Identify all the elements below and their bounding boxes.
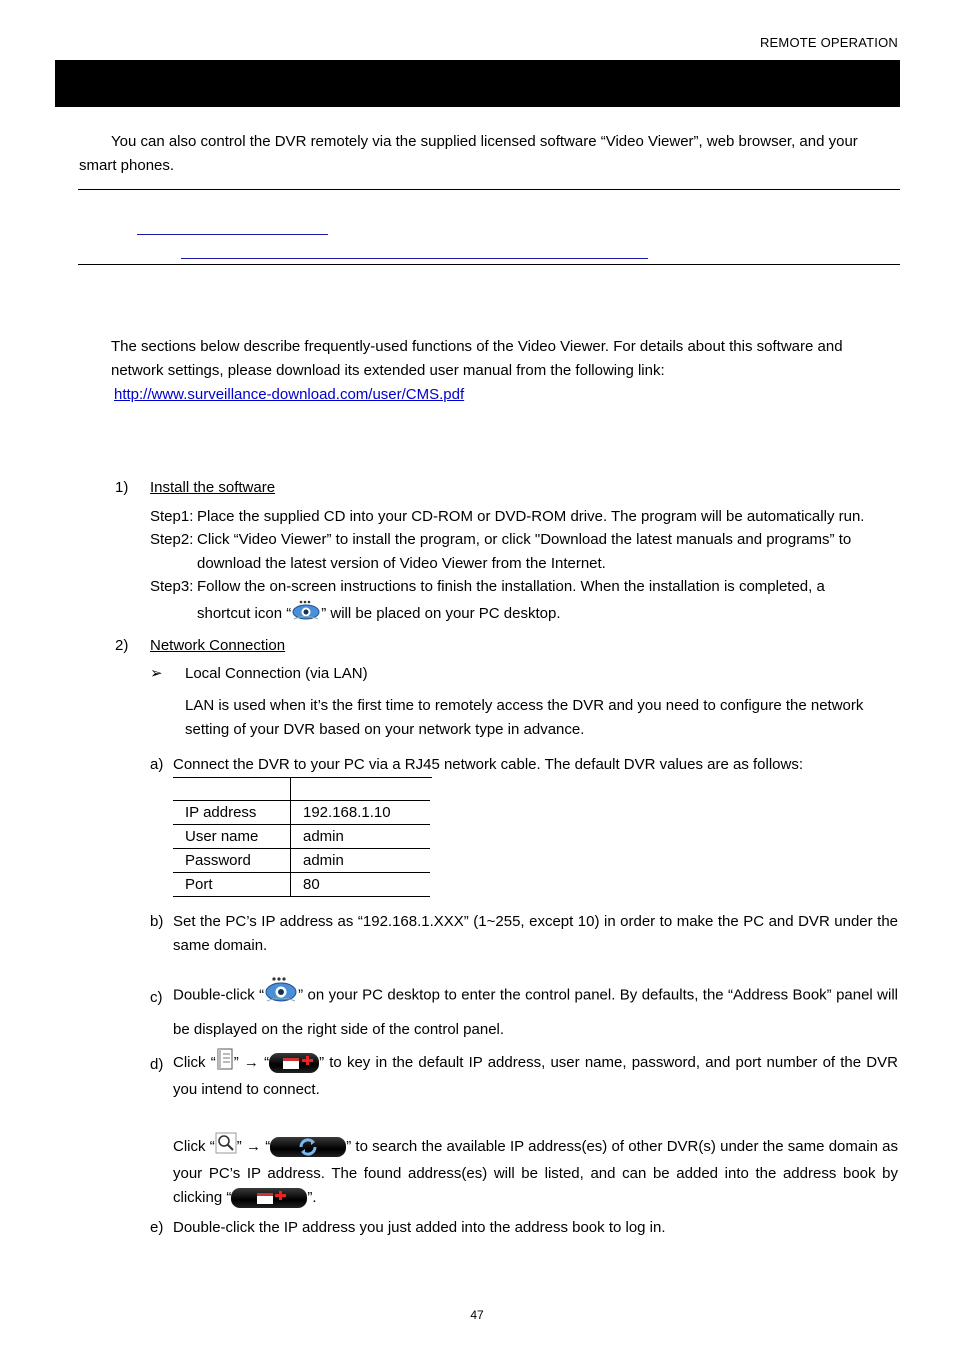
- network-title: Network Connection: [150, 637, 286, 654]
- header-section-title: REMOTE OPERATION: [759, 35, 898, 50]
- add-button-icon[interactable]: [231, 1188, 307, 1208]
- network-number: 2): [115, 637, 129, 654]
- install-title: Install the software: [150, 479, 276, 496]
- item-e-letter: e): [150, 1219, 164, 1236]
- item-d-search-text: Click “ ” → “ ” to search the available IP address(es) of other DVR(s) under the same domain as your PC’s IP address. The found address(es) will be listed, and can be added into the address book by clicking “ ”.: [173, 1132, 898, 1210]
- table-header-row: [173, 777, 430, 801]
- step1-text: Place the supplied CD into your CD-ROM or DVD-ROM drive. The program will be automatically run.: [197, 508, 865, 525]
- address-book-icon[interactable]: [216, 1048, 234, 1078]
- search-icon[interactable]: [215, 1132, 237, 1162]
- video-viewer-icon: [291, 599, 321, 629]
- table-row: Port 80: [173, 873, 430, 897]
- step1-label: Step1:: [150, 508, 194, 525]
- default-values-table: [173, 777, 430, 897]
- item-d-letter: d): [150, 1056, 164, 1073]
- cms-manual-link[interactable]: http://www.surveillance-download.com/user/CMS.pdf: [114, 386, 465, 403]
- item-c-letter: c): [150, 989, 163, 1006]
- refresh-button-icon[interactable]: [270, 1137, 346, 1157]
- step3-label: Step3:: [150, 578, 194, 595]
- item-b-text: Set the PC’s IP address as “192.168.1.XXX” (1~255, except 10) in order to make the PC and DVR under the same domain.: [173, 913, 898, 954]
- note-link-underline-1: [137, 234, 328, 235]
- step2-text: Click “Video Viewer” to install the program, or click "Download the latest manuals and programs” to download the latest version of Video Viewer from the Internet.: [197, 531, 852, 572]
- table-row: Password admin: [173, 849, 430, 873]
- local-connection-desc: LAN is used when it’s the first time to remotely access the DVR and you need to configure the network setting of your DVR based on your network type in advance.: [185, 697, 864, 738]
- video-viewer-icon: [264, 976, 298, 1015]
- add-address-button-icon[interactable]: [269, 1053, 319, 1073]
- local-connection-title: Local Connection (via LAN): [185, 665, 368, 682]
- intro-paragraph: You can also control the DVR remotely via the supplied licensed software “Video Viewer”, web browser, and your smart phones.: [79, 133, 858, 174]
- item-a-text: Connect the DVR to your PC via a RJ45 network cable. The default DVR values are as follows:: [173, 756, 804, 773]
- arrow-bullet-icon: ➢: [150, 665, 163, 682]
- note-link-underline-2: [181, 258, 648, 259]
- item-c-text: Double-click “ ” on your PC desktop to enter the control panel. By defaults, the “Address Book” panel will be displayed on the right side of the control panel.: [173, 976, 898, 1045]
- item-e-text: Double-click the IP address you just added into the address book to log in.: [173, 1219, 666, 1236]
- item-a-letter: a): [150, 756, 164, 773]
- note-bottom-rule: [78, 264, 900, 265]
- table-row: IP address 192.168.1.10: [173, 801, 430, 825]
- viewer-description: [111, 335, 891, 407]
- page-number: 47: [470, 1308, 484, 1322]
- table-row: User name admin: [173, 825, 430, 849]
- install-number: 1): [115, 479, 129, 496]
- step2-label: Step2:: [150, 531, 194, 548]
- table-top-rule: [173, 777, 432, 778]
- note-top-rule: [78, 189, 900, 190]
- item-d-text: Click “ ” → “ ” to key in the default IP address, user name, password, and port number of the DVR you intend to connect.: [173, 1048, 898, 1102]
- chapter-title-bar: [55, 60, 900, 107]
- viewer-description-text: The sections below describe frequently-used functions of the Video Viewer. For details about this software and network settings, please download its extended user manual from the following link:: [111, 338, 843, 379]
- item-b-letter: b): [150, 913, 164, 930]
- step3-text: Follow the on-screen instructions to finish the installation. When the installation is completed, a shortcut icon “ ” will be placed on your PC desktop.: [197, 575, 867, 629]
